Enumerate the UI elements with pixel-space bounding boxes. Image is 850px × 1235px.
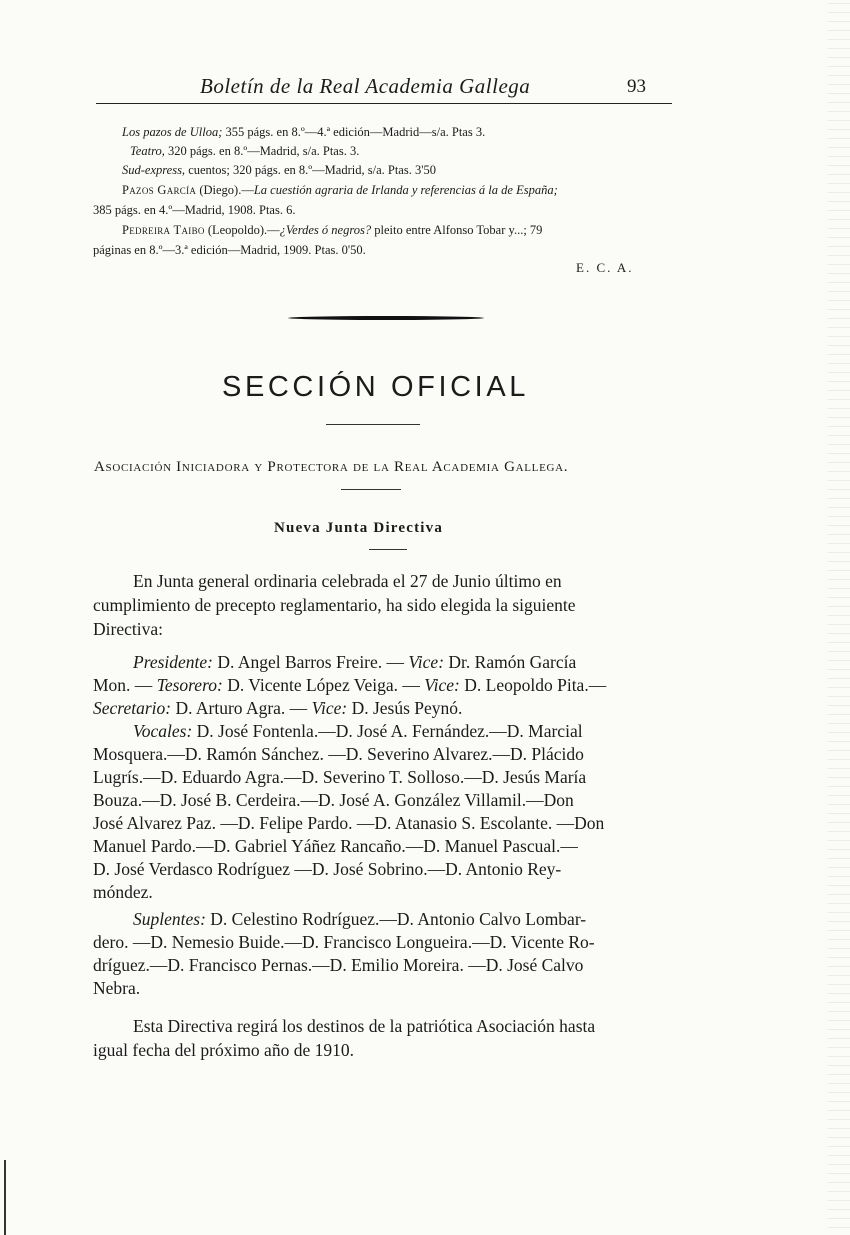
bib-entry-5	[122, 222, 542, 238]
closing-line-1: Esta Directiva regirá los destinos de la patriótica Asociación hasta	[133, 1016, 596, 1036]
header-rule	[96, 103, 672, 104]
section-divider	[288, 316, 484, 320]
treasurer-line	[93, 674, 679, 697]
vocales-line-3: Lugrís.—D. Eduardo Agra.—D. Severino T. Solloso.—D. Jesús María	[93, 767, 587, 787]
vice-secretary-label: Vice:	[311, 698, 348, 718]
vocales-line-5: José Alvarez Paz. —D. Felipe Pardo. —D. Atanasio S. Escolante. —Don	[93, 813, 605, 833]
vice-secretary-name: D. Jesús Peynó.	[351, 698, 463, 718]
association-rule	[341, 489, 401, 490]
vice-treasurer-label: Vice:	[424, 675, 460, 695]
bib-entry-4	[122, 182, 558, 198]
bib-entry-3	[122, 162, 436, 178]
author-signature: E. C. A.	[576, 260, 634, 275]
secretary-line	[93, 697, 679, 720]
suplentes-line-1	[133, 908, 679, 931]
vocales-line-4: Bouza.—D. José B. Cerdeira.—D. José A. González Villamil.—Don	[93, 790, 574, 810]
bib-entry-1-title: Los pazos de Ulloa;	[122, 125, 223, 139]
bib-entry-5-author: Pedreira Taibo	[122, 223, 205, 237]
section-title: SECCIÓN OFICIAL	[222, 371, 529, 403]
bib-entry-5-name: (Leopoldo).—	[207, 223, 280, 237]
bib-entry-4-continuation: 385 págs. en 4.º—Madrid, 1908. Ptas. 6.	[93, 203, 296, 217]
vice-president-label: Vice:	[408, 652, 445, 672]
bib-entry-1	[122, 124, 485, 140]
closing-line-2: igual fecha del próximo año de 1910.	[93, 1040, 354, 1060]
bib-entry-2-title: Teatro,	[130, 144, 165, 158]
bib-entry-5-continuation: páginas en 8.º—3.ª edición—Madrid, 1909. Ptas. 0'50.	[93, 243, 366, 257]
running-title: Boletín de la Real Academia Gallega	[200, 74, 531, 98]
bib-entry-5-details: pleito entre Alfonso Tobar y...; 79	[374, 223, 543, 237]
subsection-rule	[369, 549, 407, 550]
scan-edge-mark	[4, 1160, 6, 1235]
vocales-label: Vocales:	[133, 721, 193, 741]
para-1-line-1: En Junta general ordinaria celebrada el 27 de Junio último en	[133, 571, 562, 591]
president-label: Presidente:	[133, 652, 214, 672]
para-1-line-2: cumplimiento de precepto reglamentario, ha sido elegida la siguiente	[93, 595, 576, 615]
suplentes-line-2: dero. —D. Nemesio Buide.—D. Francisco Longueira.—D. Vicente Ro-	[93, 932, 595, 952]
association-heading: Asociación Iniciadora y Protectora de la Real Academia Gallega.	[94, 459, 569, 475]
president-name: D. Angel Barros Freire. —	[217, 652, 405, 672]
page-number: 93	[627, 76, 646, 97]
suplentes-line-3: dríguez.—D. Francisco Pernas.—D. Emilio Moreira. —D. José Calvo	[93, 955, 584, 975]
president-line	[133, 651, 719, 674]
treasurer-label: Tesorero:	[156, 675, 223, 695]
bib-entry-1-details: 355 págs. en 8.º—4.ª edición—Madrid—s/a. Ptas 3.	[225, 125, 486, 139]
secretary-label: Secretario:	[93, 698, 172, 718]
secretary-name: D. Arturo Agra. —	[175, 698, 308, 718]
bib-entry-4-title: La cuestión agraria de Irlanda y referencias á la de España;	[253, 183, 558, 197]
vocales-text-1: D. José Fontenla.—D. José A. Fernández.—D. Marcial	[196, 721, 583, 741]
page-edge-speckle	[828, 0, 850, 1235]
bib-entry-4-author: Pazos García	[122, 183, 197, 197]
vocales-line-2: Mosquera.—D. Ramón Sánchez. —D. Severino Alvarez.—D. Plácido	[93, 744, 584, 764]
para-1-line-3: Directiva:	[93, 619, 163, 639]
title-rule	[326, 424, 420, 425]
bib-entry-2	[130, 143, 359, 159]
bib-entry-3-title: Sud-express,	[122, 163, 186, 177]
suplentes-label: Suplentes:	[133, 909, 206, 929]
subsection-title: Nueva Junta Directiva	[274, 520, 444, 536]
vocales-line-8: móndez.	[93, 882, 153, 902]
vice-treasurer-name: D. Leopoldo Pita.—	[464, 675, 607, 695]
bib-entry-2-details: 320 págs. en 8.º—Madrid, s/a. Ptas. 3.	[167, 144, 360, 158]
vice-president-name-end: Mon. —	[93, 675, 153, 695]
vice-president-name: Dr. Ramón García	[448, 652, 577, 672]
treasurer-name: D. Vicente López Veiga. —	[227, 675, 420, 695]
vocales-line-7: D. José Verdasco Rodríguez —D. José Sobrino.—D. Antonio Rey-	[93, 859, 562, 879]
suplentes-text-1: D. Celestino Rodríguez.—D. Antonio Calvo Lombar-	[210, 909, 587, 929]
bib-entry-4-name: (Diego).—	[199, 183, 254, 197]
vocales-line-1	[133, 720, 679, 743]
bib-entry-5-title: ¿Verdes ó negros?	[279, 223, 372, 237]
bib-entry-3-details: cuentos; 320 págs. en 8.º—Madrid, s/a. Ptas. 3'50	[188, 163, 436, 177]
vocales-line-6: Manuel Pardo.—D. Gabriel Yáñez Rancaño.—D. Manuel Pascual.—	[93, 836, 578, 856]
suplentes-line-4: Nebra.	[93, 978, 141, 998]
